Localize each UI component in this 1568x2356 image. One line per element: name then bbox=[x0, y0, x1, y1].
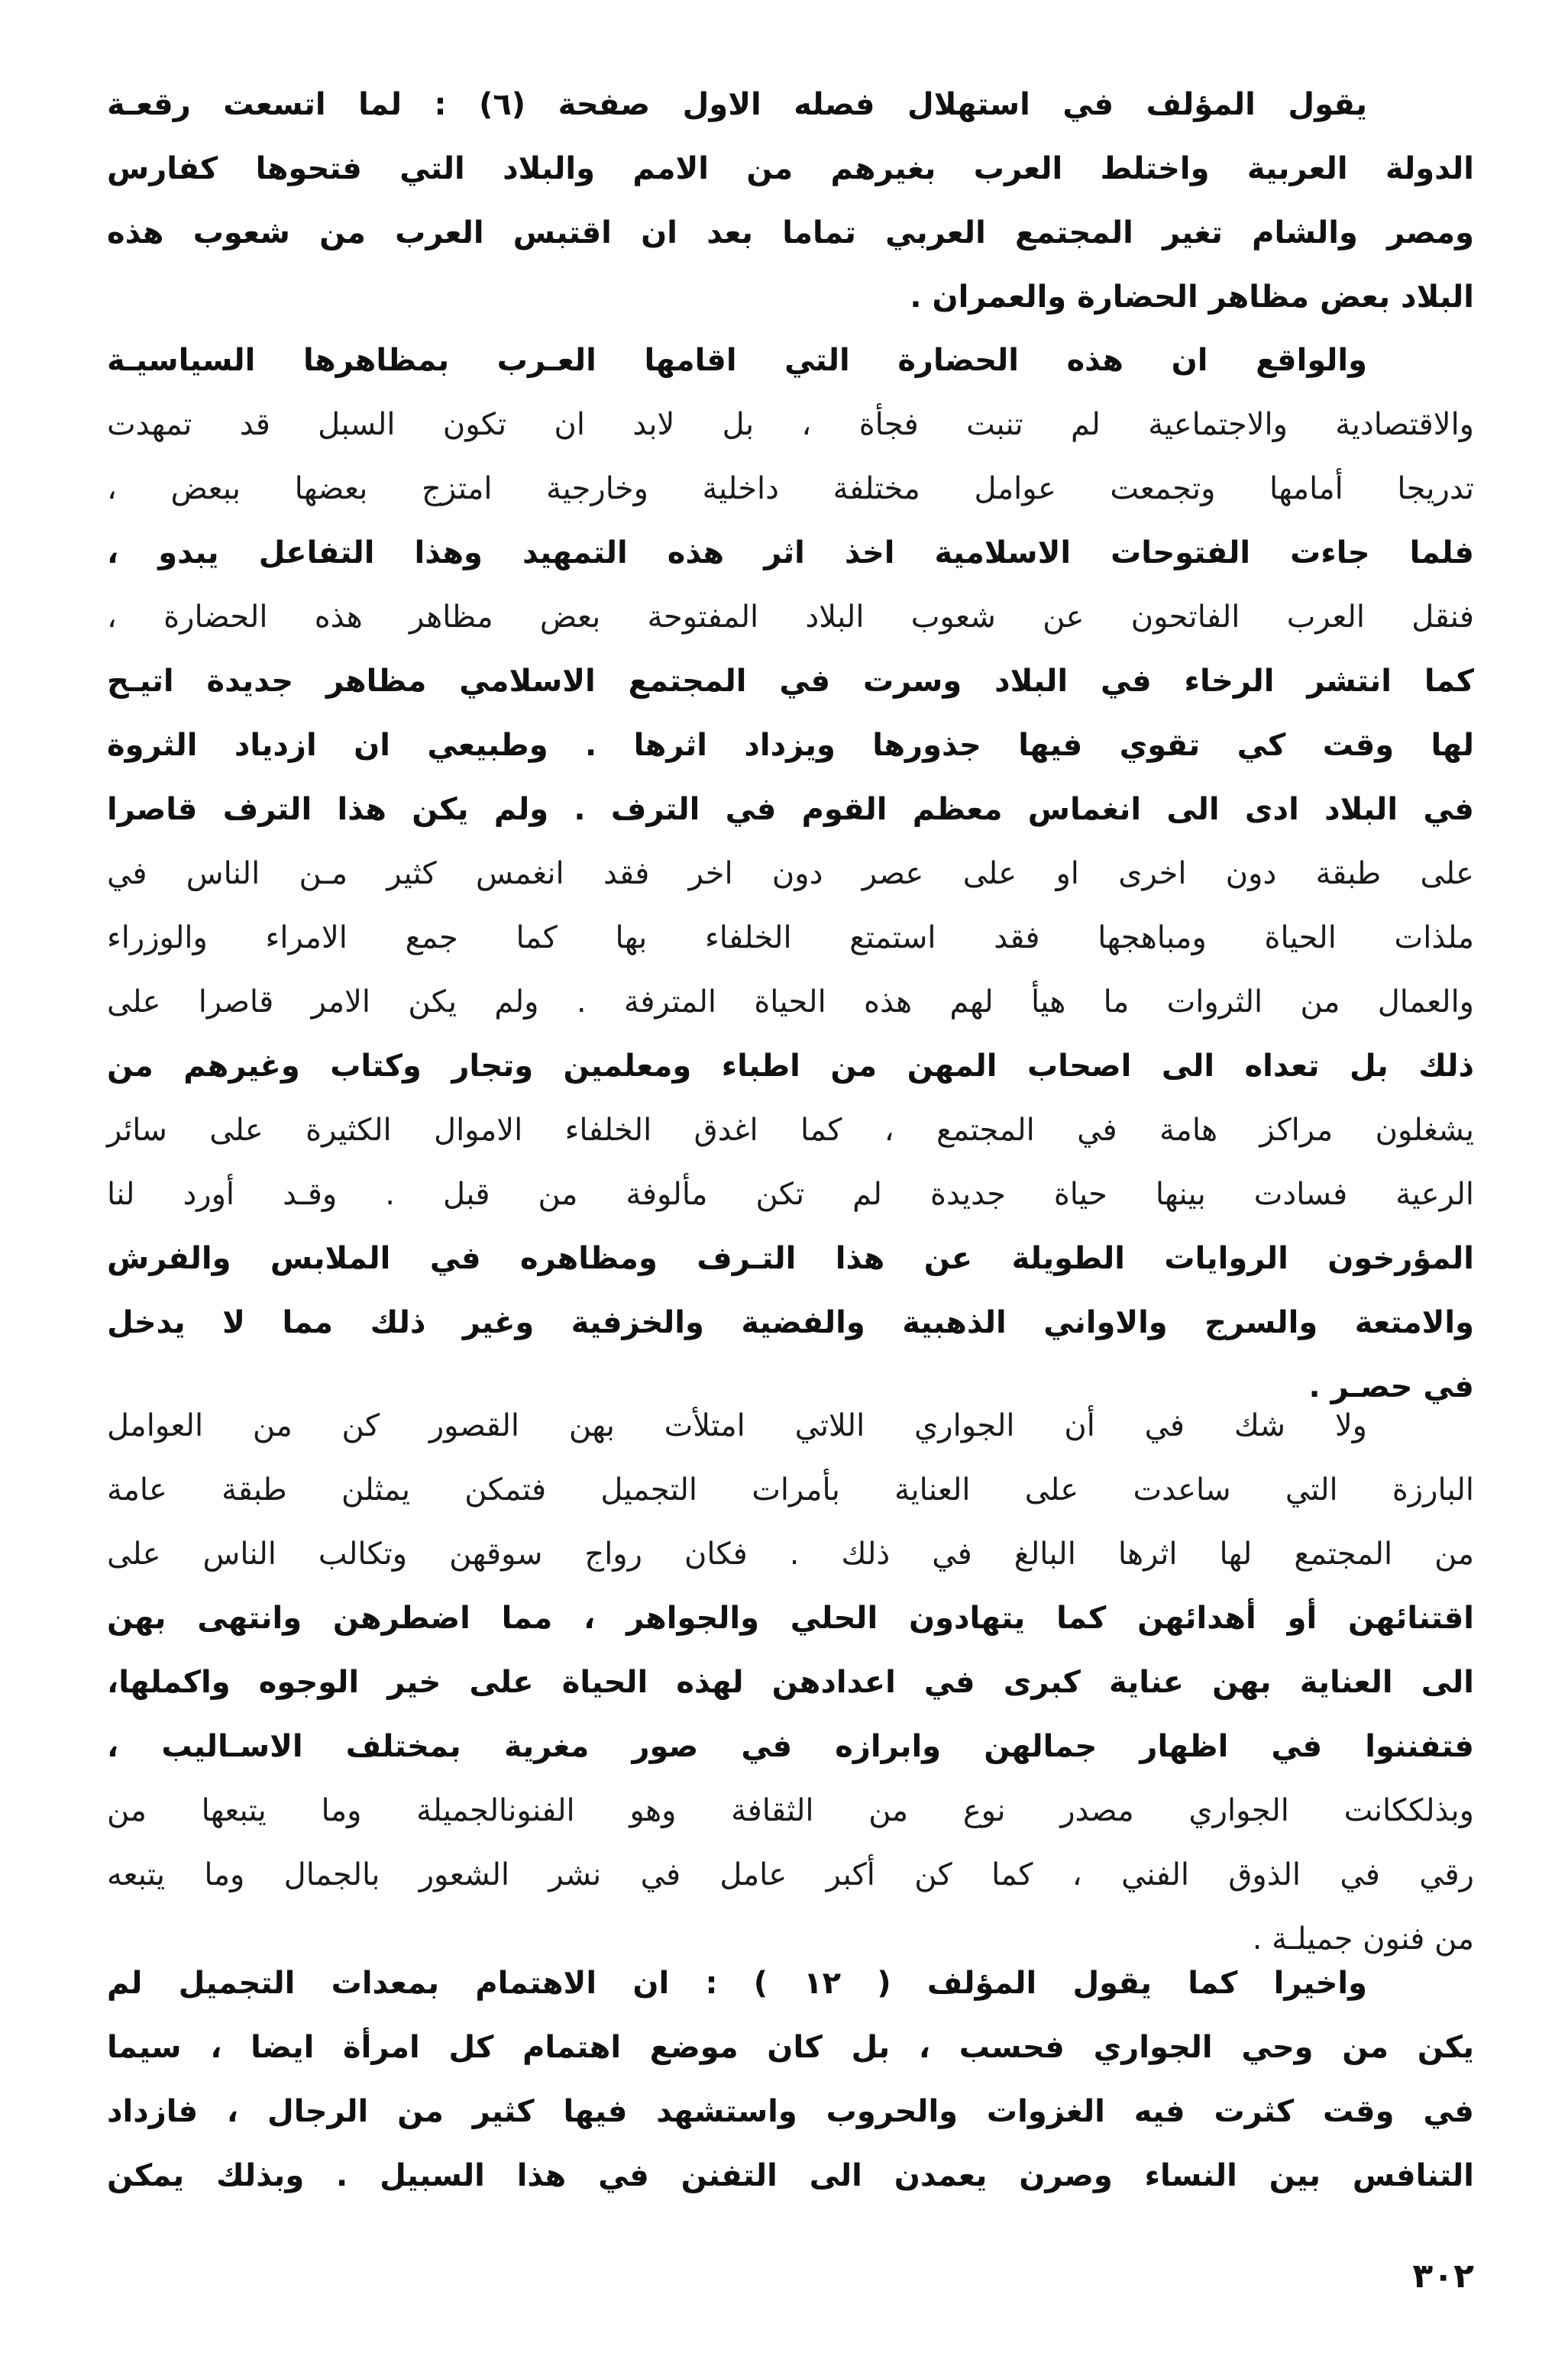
text-line: واخيرا كما يقول المؤلف ( ١٢ ) : ان الاهتمام بمعدات التجميل لم bbox=[107, 1966, 1367, 2001]
text-line: في وقت كثرت فيه الغزوات والحروب واستشهد فيها كثير من الرجال ، فازداد bbox=[107, 2094, 1474, 2129]
paragraph-3 bbox=[107, 1394, 1474, 1971]
page-number: ٣٠٢ bbox=[1412, 2257, 1474, 2296]
text-line: لها وقت كي تقوي فيها جذورها ويزداد اثرها . وطبيعي ان ازدياد الثروة bbox=[107, 728, 1474, 763]
paragraph-4 bbox=[107, 1951, 1474, 2208]
text-line: البارزة التي ساعدت على العناية بأمرات التجميل فتمكن يمثلن طبقة عامة bbox=[107, 1472, 1474, 1508]
paragraph-1 bbox=[107, 73, 1474, 329]
text-line: ومصر والشام تغير المجتمع العربي تماما بعد ان اقتبس العرب من شعوب هذه bbox=[107, 215, 1474, 250]
text-line: تدريجا أمامها وتجمعت عوامل مختلفة داخلية وخارجية امتزج بعضها ببعض ، bbox=[107, 471, 1474, 506]
text-line: الدولة العربية واختلط العرب بغيرهم من الامم والبلاد التي فتحوها كفارس bbox=[107, 151, 1474, 186]
text-line: يشغلون مراكز هامة في المجتمع ، كما اغدق الخلفاء الاموال الكثيرة على سائر bbox=[107, 1113, 1474, 1148]
paragraph-2 bbox=[107, 328, 1474, 1419]
text-line: رقي في الذوق الفني ، كما كن أكبر عامل في نشر الشعور بالجمال وما يتبعه bbox=[107, 1857, 1474, 1892]
text-line: في البلاد ادى الى انغماس معظم القوم في الترف . ولم يكن هذا الترف قاصرا bbox=[107, 792, 1474, 827]
text-line: فتفننوا في اظهار جمالهن وابرازه في صور مغرية بمختلف الاسـاليب ، bbox=[107, 1729, 1474, 1764]
text-line: من فنون جميلـة . bbox=[1252, 1921, 1474, 1957]
text-line: اقتنائهن أو أهدائهن كما يتهادون الحلي والجواهر ، مما اضطرهن وانتهى بهن bbox=[107, 1601, 1474, 1636]
text-line: من المجتمع لها اثرها البالغ في ذلك . فكان رواج سوقهن وتكالب الناس على bbox=[107, 1537, 1474, 1572]
text-line: ملذات الحياة ومباهجها فقد استمتع الخلفاء بها كما جمع الامراء والوزراء bbox=[107, 920, 1474, 955]
text-line: في حصـر . bbox=[1308, 1369, 1474, 1404]
text-line: فلما جاءت الفتوحات الاسلامية اخذ اثر هذه التمهيد وهذا التفاعل يبدو ، bbox=[107, 535, 1474, 570]
text-line: والعمال من الثروات ما هيأ لهم هذه الحياة المترفة . ولم يكن الامر قاصرا على bbox=[107, 984, 1474, 1020]
text-line: البلاد بعض مظاهر الحضارة والعمران . bbox=[910, 280, 1474, 315]
text-line: كما انتشر الرخاء في البلاد وسرت في المجتمع الاسلامي مظاهر جديدة اتيـح bbox=[107, 664, 1474, 699]
text-line: والاقتصادية والاجتماعية لم تنبت فجأة ، بل لابد ان تكون السبل قد تمهدت bbox=[107, 407, 1474, 442]
text-line: ذلك بل تعداه الى اصحاب المهن من اطباء ومعلمين وتجار وكتاب وغيرهم من bbox=[107, 1049, 1474, 1084]
text-line: يقول المؤلف في استهلال فصله الاول صفحة (٦) : لما اتسعت رقعـة bbox=[107, 87, 1367, 122]
text-line: فنقل العرب الفاتحون عن شعوب البلاد المفتوحة بعض مظاهر هذه الحضارة ، bbox=[107, 600, 1474, 635]
text-line: الرعية فسادت بينها حياة جديدة لم تكن مألوفة من قبل . وقـد أورد لنا bbox=[107, 1177, 1474, 1212]
text-line: والواقع ان هذه الحضارة التي اقامها العـرب بمظاهرها السياسيـة bbox=[107, 343, 1367, 378]
text-line: المؤرخون الروايات الطويلة عن هذا التـرف ومظاهره في الملابس والفرش bbox=[107, 1241, 1474, 1276]
text-line: والامتعة والسرج والاواني الذهبية والفضية والخزفية وغير ذلك مما لا يدخل bbox=[107, 1305, 1474, 1340]
text-line: وبذلككانت الجواري مصدر نوع من الثقافة وهو الفنونالجميلة وما يتبعها من bbox=[107, 1793, 1474, 1828]
text-line: على طبقة دون اخرى او على عصر دون اخر فقد انغمس كثير مـن الناس في bbox=[107, 856, 1474, 891]
text-line: الى العناية بهن عناية كبرى في اعدادهن لهذه الحياة على خير الوجوه واكملها، bbox=[107, 1665, 1474, 1700]
text-line: التنافس بين النساء وصرن يعمدن الى التفنن في هذا السبيل . وبذلك يمكن bbox=[107, 2158, 1474, 2193]
text-line: يكن من وحي الجواري فحسب ، بل كان موضع اهتمام كل امرأة ايضا ، سيما bbox=[107, 2030, 1474, 2065]
text-line: ولا شك في أن الجواري اللاتي امتلأت بهن القصور كن من العوامل bbox=[107, 1408, 1367, 1443]
